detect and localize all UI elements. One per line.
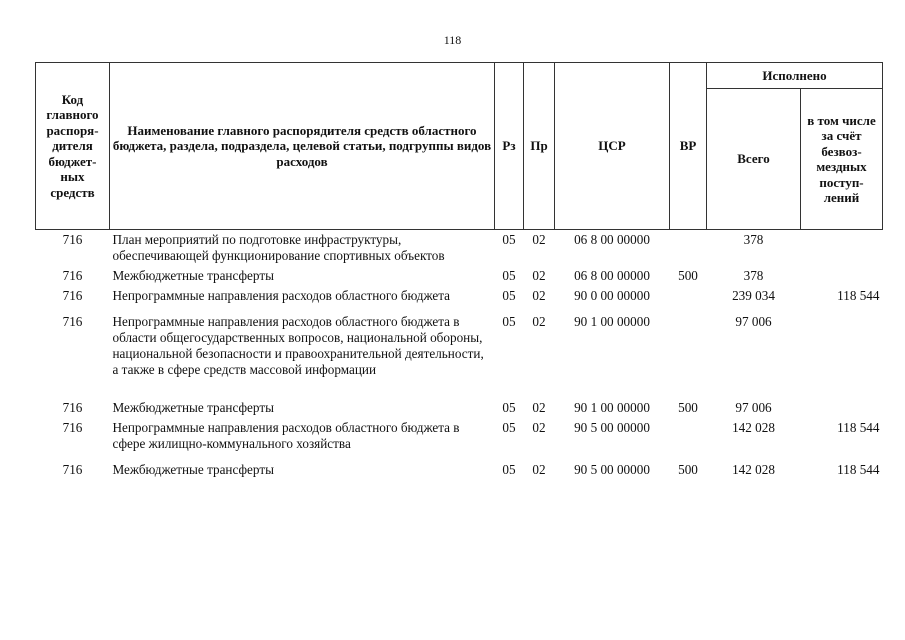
cell-rz: 05	[502, 268, 516, 283]
cell-pr: 02	[532, 288, 546, 303]
header-total: Всего	[707, 89, 801, 230]
cell-name: План мероприятий по подготовке инфраструктуры, обеспечивающей функционирование спортивных объектов	[112, 232, 445, 263]
table-row	[36, 418, 883, 460]
cell-rz: 05	[502, 462, 516, 477]
cell-total: 97 006	[735, 400, 772, 415]
cell-rz: 05	[502, 400, 516, 415]
cell-csr: 90 1 00 00000	[574, 400, 650, 415]
cell-name: Непрограммные направления расходов областного бюджета	[112, 288, 451, 303]
cell-code: 716	[62, 400, 83, 415]
cell-vr	[670, 230, 707, 267]
cell-gratuitous	[801, 398, 883, 418]
cell-csr: 90 0 00 00000	[574, 288, 650, 303]
cell-vr: 500	[678, 268, 698, 283]
table-row	[36, 460, 883, 480]
cell-code: 716	[62, 232, 83, 247]
table-row	[36, 398, 883, 418]
cell-rz: 05	[502, 232, 516, 247]
cell-rz: 05	[502, 420, 516, 435]
cell-csr: 06 8 00 00000	[574, 232, 650, 247]
cell-name: Непрограммные направления расходов областного бюджета в сфере жилищно-коммунального хозяйства	[112, 420, 460, 451]
cell-total: 378	[743, 232, 764, 247]
cell-code: 716	[62, 462, 83, 477]
cell-csr: 90 5 00 00000	[574, 462, 650, 477]
cell-vr: 500	[678, 462, 698, 477]
cell-total: 142 028	[732, 462, 775, 477]
cell-name: Непрограммные направления расходов областного бюджета в области общегосударственных вопросов, национальной обороны, национальной безопасности и правоохранительной деятельности, а также в сфере средств массовой информации	[112, 314, 484, 377]
budget-table	[35, 62, 883, 480]
cell-code: 716	[62, 268, 83, 283]
header-executed: Исполнено	[707, 63, 883, 89]
header-rz: Рз	[495, 63, 524, 230]
header-vr: ВР	[670, 63, 707, 230]
cell-gratuitous	[801, 266, 883, 286]
cell-gratuitous	[801, 312, 883, 398]
cell-gratuitous: 118 544	[837, 288, 880, 303]
cell-vr: 500	[678, 400, 698, 415]
cell-gratuitous	[801, 230, 883, 267]
header-code: Код главного распоря-дителя бюджет-ных средств	[36, 63, 110, 230]
cell-pr: 02	[532, 314, 546, 329]
table-row	[36, 312, 883, 398]
cell-total: 239 034	[732, 288, 775, 303]
cell-gratuitous: 118 544	[837, 420, 880, 435]
cell-name: Межбюджетные трансферты	[112, 268, 274, 283]
table-row	[36, 286, 883, 312]
cell-csr: 90 5 00 00000	[574, 420, 650, 435]
table-header	[36, 63, 883, 230]
cell-pr: 02	[532, 232, 546, 247]
page-number: 118	[443, 33, 462, 47]
cell-total: 97 006	[735, 314, 772, 329]
cell-vr	[670, 286, 707, 312]
cell-total: 378	[743, 268, 764, 283]
cell-csr: 06 8 00 00000	[574, 268, 650, 283]
cell-name: Межбюджетные трансферты	[112, 400, 274, 415]
header-pr: Пр	[524, 63, 555, 230]
table-body	[36, 230, 883, 481]
header-csr: ЦСР	[555, 63, 670, 230]
header-name: Наименование главного распорядителя средств областного бюджета, раздела, подраздела, целевой статьи, подгруппы видов расходов	[110, 63, 495, 230]
cell-pr: 02	[532, 400, 546, 415]
cell-code: 716	[62, 420, 83, 435]
cell-code: 716	[62, 314, 83, 329]
cell-vr	[670, 312, 707, 398]
header-gratuitous: в том числе за счёт безвоз-мездных поступ-лений	[801, 89, 883, 230]
cell-rz: 05	[502, 288, 516, 303]
cell-vr	[670, 418, 707, 460]
cell-csr: 90 1 00 00000	[574, 314, 650, 329]
cell-rz: 05	[502, 314, 516, 329]
cell-pr: 02	[532, 420, 546, 435]
cell-code: 716	[62, 288, 83, 303]
cell-pr: 02	[532, 268, 546, 283]
table-row	[36, 266, 883, 286]
table-row	[36, 230, 883, 267]
cell-name: Межбюджетные трансферты	[112, 462, 274, 477]
cell-gratuitous: 118 544	[837, 462, 880, 477]
cell-total: 142 028	[732, 420, 775, 435]
cell-pr: 02	[532, 462, 546, 477]
